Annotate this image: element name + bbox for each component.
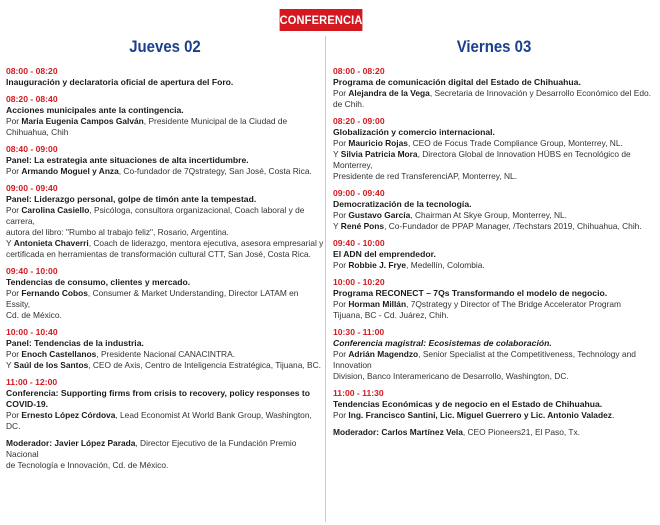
day-heading: Jueves 02 <box>129 37 201 56</box>
speaker-prefix: Por <box>6 205 22 215</box>
time-slot: 08:00 - 08:20 <box>6 66 58 76</box>
speaker-prefix: Por <box>6 288 22 298</box>
day-heading: Viernes 03 <box>456 37 532 56</box>
speaker-prefix: Por <box>6 166 22 176</box>
moderator-line <box>333 427 655 438</box>
speaker-detail: , Co-fundador de 7Qstrategy, San José, Costa Rica. <box>118 166 312 176</box>
time-slot: 09:40 - 10:00 <box>6 266 58 276</box>
speaker-line <box>333 310 655 321</box>
speaker-line <box>6 116 324 138</box>
time-slot: 11:00 - 12:00 <box>6 377 58 387</box>
speaker-detail: , Presidente Municipal de la Ciudad de Chihuahua, Chih <box>6 116 288 137</box>
moderator-block <box>6 438 324 471</box>
agenda-item <box>333 238 655 271</box>
session-title: Panel: Liderazgo personal, golpe de timón ante la tempestad. <box>6 194 257 204</box>
speaker-prefix: Por <box>6 410 22 420</box>
speaker-line <box>6 205 324 227</box>
speaker-line <box>6 238 324 249</box>
time-slot: 08:20 - 08:40 <box>6 94 58 104</box>
speaker-detail: , Lead Economist At World Bank Group, Washington, DC. <box>6 410 312 431</box>
conferencias-banner: CONFERENCIAS <box>280 9 363 31</box>
speaker-name: Armando Moguel y Anza <box>21 166 119 176</box>
speaker-detail: certificada en herramientas de transformación cultural CTT, San José, Costa Rica. <box>6 249 311 259</box>
speaker-detail: Tijuana, BC - Cd. Juárez, Chih. <box>333 310 449 320</box>
moderator-detail: de Tecnología e Innovación, Cd. de México. <box>6 460 169 470</box>
agenda-item <box>333 327 655 382</box>
speaker-line <box>6 249 324 260</box>
speaker-line <box>333 171 655 182</box>
time-slot: 09:00 - 09:40 <box>6 183 58 193</box>
speaker-detail: autora del libro: "Rumbo al trabajo feliz", Rosario, Argentina. <box>6 227 229 237</box>
speaker-line <box>6 227 324 238</box>
time-slot: 08:00 - 08:20 <box>333 66 385 76</box>
speaker-detail: , Presidente Nacional CANACINTRA. <box>96 349 236 359</box>
moderator-name: Carlos Martínez Vela <box>381 427 463 437</box>
speaker-name: María Eugenia Campos Galván <box>21 116 144 126</box>
speaker-line <box>333 260 655 271</box>
agenda-item <box>6 266 324 321</box>
moderator-block <box>333 427 655 438</box>
moderator-label: Moderador: <box>6 438 55 448</box>
session-title: Panel: Tendencias de la industria. <box>6 338 144 348</box>
speaker-detail: , CEO de Focus Trade Compliance Group, Monterrey, NL. <box>407 138 623 148</box>
speaker-line <box>6 349 324 360</box>
speaker-prefix: Y <box>6 238 14 248</box>
time-slot: 08:40 - 09:00 <box>6 144 58 154</box>
agenda-item <box>6 94 324 138</box>
session-title: Programa de comunicación digital del Estado de Chihuahua. <box>333 77 581 87</box>
speaker-name: Horman Millán <box>348 299 407 309</box>
time-slot: 08:20 - 09:00 <box>333 116 385 126</box>
speaker-name: Antonieta Chaverri <box>13 238 89 248</box>
moderator-line <box>6 460 324 471</box>
speaker-line <box>333 88 655 110</box>
speaker-prefix: Y <box>6 360 14 370</box>
speaker-prefix: Por <box>333 260 349 270</box>
session-title: Acciones municipales ante la contingencia. <box>6 105 184 115</box>
session-title: Panel: La estrategia ante situaciones de alta incertidumbre. <box>6 155 249 165</box>
speaker-prefix: Por <box>333 210 349 220</box>
speaker-name: Carolina Casiello <box>21 205 90 215</box>
speaker-prefix: Por <box>333 138 349 148</box>
time-slot: 10:00 - 10:20 <box>333 277 385 287</box>
session-title: Conferencia magistral: Ecosistemas de colaboración. <box>333 338 552 348</box>
speaker-prefix: Por <box>333 88 349 98</box>
speaker-detail: , Consumer & Market Understanding, Director LATAM en Essity, <box>6 288 299 309</box>
agenda-item <box>333 66 655 110</box>
speaker-line <box>6 360 324 371</box>
speaker-prefix: Y <box>333 221 341 231</box>
agenda-item <box>6 66 324 88</box>
speaker-detail: , Co-Fundador de PPAP Manager, /Techstars 2019, Chihuahua, Chih. <box>384 221 642 231</box>
speaker-detail: , Psicóloga, consultora organizacional, Coach laboral y de carrera, <box>6 205 305 226</box>
speaker-detail: , 7Qstrategy y Director of The Bridge Accelerator Program <box>406 299 621 309</box>
session-title: Conferencia: Supporting firms from crisis to recovery, policy responses to COVID-19. <box>6 388 311 409</box>
moderator-detail: , Director Ejecutivo de la Fundación Premio Nacional <box>6 438 297 459</box>
moderator-label: Moderador: <box>333 427 382 437</box>
agenda-item <box>6 183 324 260</box>
speaker-prefix: Por <box>333 410 349 420</box>
time-slot: 09:00 - 09:40 <box>333 188 385 198</box>
speaker-name: Robbie J. Frye <box>348 260 407 270</box>
speaker-detail: Presidente de red TransferenciAP, Monterrey, NL. <box>333 171 518 181</box>
agenda-item <box>6 144 324 177</box>
speaker-prefix: Por <box>6 116 22 126</box>
speaker-name: Gustavo García <box>348 210 411 220</box>
speaker-name: Alejandra de la Vega <box>348 88 430 98</box>
speaker-line <box>333 149 655 171</box>
speaker-prefix: Por <box>333 349 349 359</box>
moderator-name: Javier López Parada <box>54 438 136 448</box>
speaker-detail: Cd. de México. <box>6 310 62 320</box>
day-column-thursday <box>6 34 324 471</box>
speaker-name: Ernesto López Córdova <box>21 410 116 420</box>
speaker-detail: , Directora Global de Innovation HÜBS en Tecnológico de Monterrey, <box>333 149 631 170</box>
speaker-detail: , Chairman At Skye Group, Monterrey, NL. <box>410 210 567 220</box>
speaker-line <box>6 410 324 432</box>
speaker-name: Ing. Francisco Santini, Lic. Miguel Guerrero y Lic. Antonio Valadez <box>348 410 612 420</box>
agenda-item <box>333 116 655 182</box>
speaker-detail: , Secretaria de Innovación y Desarrollo Económico del Edo. de Chih. <box>333 88 651 109</box>
session-title: Globalización y comercio internacional. <box>333 127 495 137</box>
agenda-item <box>333 277 655 321</box>
speaker-line <box>333 410 655 421</box>
speaker-line <box>333 221 655 232</box>
speaker-detail: , Medellín, Colombia. <box>406 260 485 270</box>
session-title: Programa RECONECT – 7Qs Transformando el modelo de negocio. <box>333 288 608 298</box>
schedule-list <box>333 66 655 438</box>
agenda-item <box>6 327 324 371</box>
speaker-line <box>333 210 655 221</box>
speaker-line <box>333 138 655 149</box>
speaker-line <box>333 371 655 382</box>
speaker-prefix: Y <box>333 149 341 159</box>
speaker-detail: , CEO de Axis, Centro de Inteligencia Estratégica, Tijuana, BC. <box>88 360 321 370</box>
speaker-detail: . <box>611 410 615 420</box>
speaker-name: Mauricio Rojas <box>348 138 408 148</box>
moderator-line <box>6 438 324 460</box>
speaker-detail: , Senior Specialist at the Competitiveness, Technology and Innovation <box>333 349 636 370</box>
session-title: El ADN del emprendedor. <box>333 249 436 259</box>
session-title: Democratización de la tecnología. <box>333 199 472 209</box>
speaker-line <box>6 288 324 310</box>
speaker-name: René Pons <box>340 221 385 231</box>
speaker-name: Enoch Castellanos <box>21 349 97 359</box>
speaker-line <box>6 166 324 177</box>
session-title: Tendencias de consumo, clientes y mercado. <box>6 277 191 287</box>
time-slot: 09:40 - 10:00 <box>333 238 385 248</box>
speaker-prefix: Por <box>333 299 349 309</box>
schedule-list <box>6 66 324 471</box>
column-divider <box>325 36 326 522</box>
agenda-item <box>333 388 655 421</box>
agenda-item <box>6 377 324 432</box>
speaker-name: Fernando Cobos <box>21 288 88 298</box>
time-slot: 10:00 - 10:40 <box>6 327 58 337</box>
speaker-line <box>6 310 324 321</box>
speaker-prefix: Por <box>6 349 22 359</box>
time-slot: 11:00 - 11:30 <box>333 388 384 398</box>
day-column-friday <box>333 34 655 438</box>
moderator-detail: , CEO Pioneers21, El Paso, Tx. <box>462 427 581 437</box>
speaker-name: Silvia Patricia Mora <box>340 149 418 159</box>
agenda-item <box>333 188 655 232</box>
speaker-detail: , Coach de liderazgo, mentora ejecutiva, asesora empresarial y <box>88 238 324 248</box>
session-title: Inauguración y declaratoria oficial de apertura del Foro. <box>6 77 234 87</box>
speaker-line <box>333 299 655 310</box>
session-title: Tendencias Económicas y de negocio en el Estado de Chihuahua. <box>333 399 603 409</box>
speaker-name: Adrián Magendzo <box>348 349 419 359</box>
speaker-line <box>333 349 655 371</box>
time-slot: 10:30 - 11:00 <box>333 327 385 337</box>
speaker-name: Saúl de los Santos <box>13 360 89 370</box>
speaker-detail: Division, Banco Interamericano de Desarrollo, Washington, DC. <box>333 371 569 381</box>
